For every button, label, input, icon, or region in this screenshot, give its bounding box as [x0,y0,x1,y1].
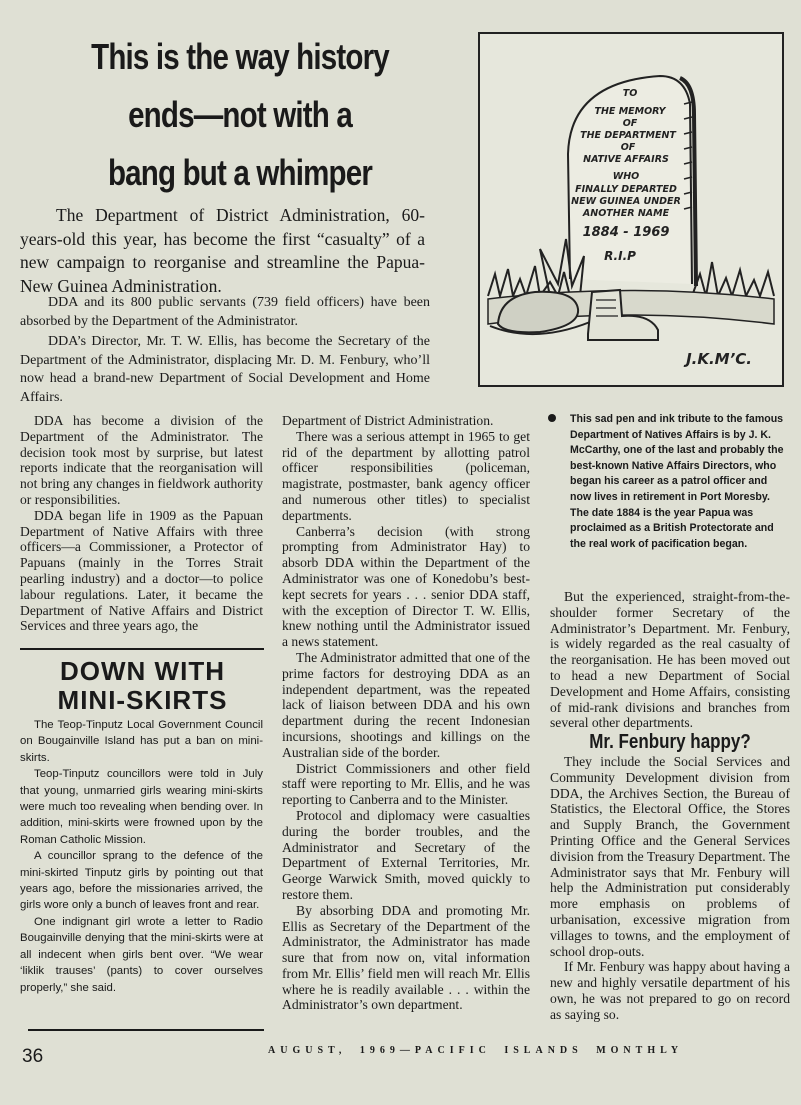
body-paragraph: If Mr. Fenbury was happy about having a new and highly versatile department of his own, he was not prepared to go on record as saying so. [550,959,790,1022]
box-bottom-rule [28,1029,264,1031]
cartoon-text: NATIVE AFFAIRS [583,154,669,165]
body-paragraph: Department of District Administration. [282,413,494,428]
sidebar-box-text [20,717,263,996]
section-subheading: Mr. Fenbury happy? [589,731,751,753]
body-paragraph: District Commissioners and other field staff were reporting to Mr. Ellis, and he was reporting to Canberra and to the Minister. [282,760,530,808]
bullet-icon [548,414,556,422]
article-column-3-continued [550,754,790,1023]
box-top-rule [20,648,264,650]
intro-paragraph: DDA’s Director, Mr. T. W. Ellis, has become the Secretary of the Department of the Administrator, displacing Mr. D. M. Fenbury, who’ll now head a brand-new Department of Social Development and Home Affairs. [20,334,430,405]
cartoon-text: R.I.P [604,249,636,263]
headline-line-3: bang but a whimper [107,152,373,193]
sidebar-box-title [20,657,265,715]
intro-paragraphs [20,294,430,409]
page-number: 36 [22,1046,44,1067]
page-footer: AUGUST, 1969—PACIFIC ISLANDS MONTHLY [268,1045,684,1056]
body-paragraph: But the experienced, straight-from-the-shoulder former Secretary of the Administrator’s Department. Mr. Fenbury, is widely regarded as the real casualty of the reorganisation. He has been moved out to head a new Department of Social Development and Home Affairs, consisting of mid-rank divisions and branches from several other departments. [550,589,790,731]
tombstone-drawing [480,34,782,385]
cartoon-text: ANOTHER NAME [582,208,670,219]
sidebar-paragraph: A councillor sprang to the defence of the mini-skirted Tinputz girls by pointing out that years ago, before the missionaries arrived, the girls wore only a bunch of leaves front and rear. [20,850,263,912]
body-paragraph: DDA has become a division of the Department of the Administrator. The decision took most by surprise, but latest reports indicate that the reorganisation will not bring any changes in fieldwork authority or responsibilities. [20,413,263,507]
lead-paragraph [20,204,425,298]
caption-text: This sad pen and ink tribute to the famous Department of Natives Affairs is by J. K. McCarthy, one of the last and probably the best-known Native Affairs Directors, who began his career as a patrol officer and now lives in retirement in Port Moresby. The date 1884 is the year Papua was proclaimed as a British Protectorate and the real work of pacification began. [570,413,784,550]
cartoon-illustration [478,32,784,387]
article-column-1 [20,413,263,634]
cartoon-text: NEW GUINEA UNDER [571,196,681,207]
body-paragraph: The Administrator admitted that one of the prime factors for destroying DDA as an independent department, was the repeated lack of liaison between DDA and his own department during the recent Indonesian incursions, shootings and killings on the Australian side of the border. [282,649,530,760]
body-paragraph: There was a serious attempt in 1965 to get rid of the department by allotting patrol officer responsibilities (policeman, magistrate, postmaster, bank agency officer and numerous other titles) to specialist departments. [282,428,530,523]
body-paragraph: By absorbing DDA and promoting Mr. Ellis as Secretary of the Department of the Administrator, the Administrator has made sure that from now on, vital information from Mr. Ellis’ field men will reach Mr. Ellis where he is readily available . . . within the Administrator’s own department. [282,902,530,1013]
cartoon-text: OF [622,118,638,129]
cartoon-text: OF [620,142,636,153]
body-paragraph: Canberra’s decision (with strong prompting from Administrator Hay) to absorb DDA within the Department of the Administrator was one of Konedobu’s best-kept secrets for years . . . senior DDA staff, with the exception of Director T. W. Ellis, knew nothing until the Administrator issued a news statement. [282,523,530,650]
intro-paragraph: DDA and its 800 public servants (739 field officers) have been absorbed by the Department of the Administrator. [20,295,430,329]
sidebar-paragraph: Teop-Tinputz councillors were told in July that young, unmarried girls wearing mini-skirts were much too revealing when bending over. In addition, mini-skirts were frowned upon by the Roman Catholic Mission. [20,768,263,846]
sidebar-paragraph: The Teop-Tinputz Local Government Council on Bougainville Island has put a ban on mini-skirts. [20,719,263,764]
article-column-3 [550,589,790,731]
cartoon-text: TO [622,88,638,99]
cartoon-text: WHO [612,171,640,182]
sidebar-paragraph: One indignant girl wrote a letter to Radio Bougainville denying that the mini-skirts were at all indecent when girls bent over. “We wear ‘liklik trauses’ (pants) to cover ourselves properly,” she said. [20,915,263,994]
cartoon-text: THE MEMORY [594,106,666,117]
cartoon-text: THE DEPARTMENT [580,130,676,141]
cartoon-text: 1884 - 1969 [582,225,670,240]
body-paragraph: Protocol and diplomacy were casualties during the border troubles, and the Administrator and Secretary of the Department of External Territories, Mr. George Warwick Smith, moved quickly to restore them. [282,807,530,902]
headline-line-2: ends—not with a [128,94,352,135]
sidebar-title-line-1: DOWN WITH [60,656,225,686]
cartoon-caption [548,412,788,552]
headline-line-1: This is the way history [91,36,389,77]
article-column-2 [282,413,530,1013]
lead-text: The Department of District Administration, 60-years-old this year, has become the first “casualty” of a new campaign to reorganise and streamline the Papua-New Guinea Administration. [20,205,425,296]
sidebar-title-line-2: MINI-SKIRTS [57,685,228,715]
headline [60,28,421,202]
body-paragraph: DDA began life in 1909 as the Papuan Department of Native Affairs with three officers—a Commissioner, a Protector of Papuans (mainly in the Torres Strait pearling industry) and a doctor—to police labour regulations. Later, it became the Department of Native Affairs and District Services and three years ago, the [20,507,263,634]
cartoon-text: FINALLY DEPARTED [575,184,677,195]
cartoon-signature: J.K.M’C. [686,350,752,368]
body-paragraph: They include the Social Services and Community Development division from DDA, the Archives Section, the Bureau of Statistics, the Electoral Office, the Stores and Supply Branch, the Government Printing Office and the General Services division from the Treasury Department. The Administrator says that Mr. Fenbury will help the Administration put considerably more emphasis on problems of urbanisation, excessive migration from villages to towns, and the employment of school drop-outs. [550,754,790,959]
